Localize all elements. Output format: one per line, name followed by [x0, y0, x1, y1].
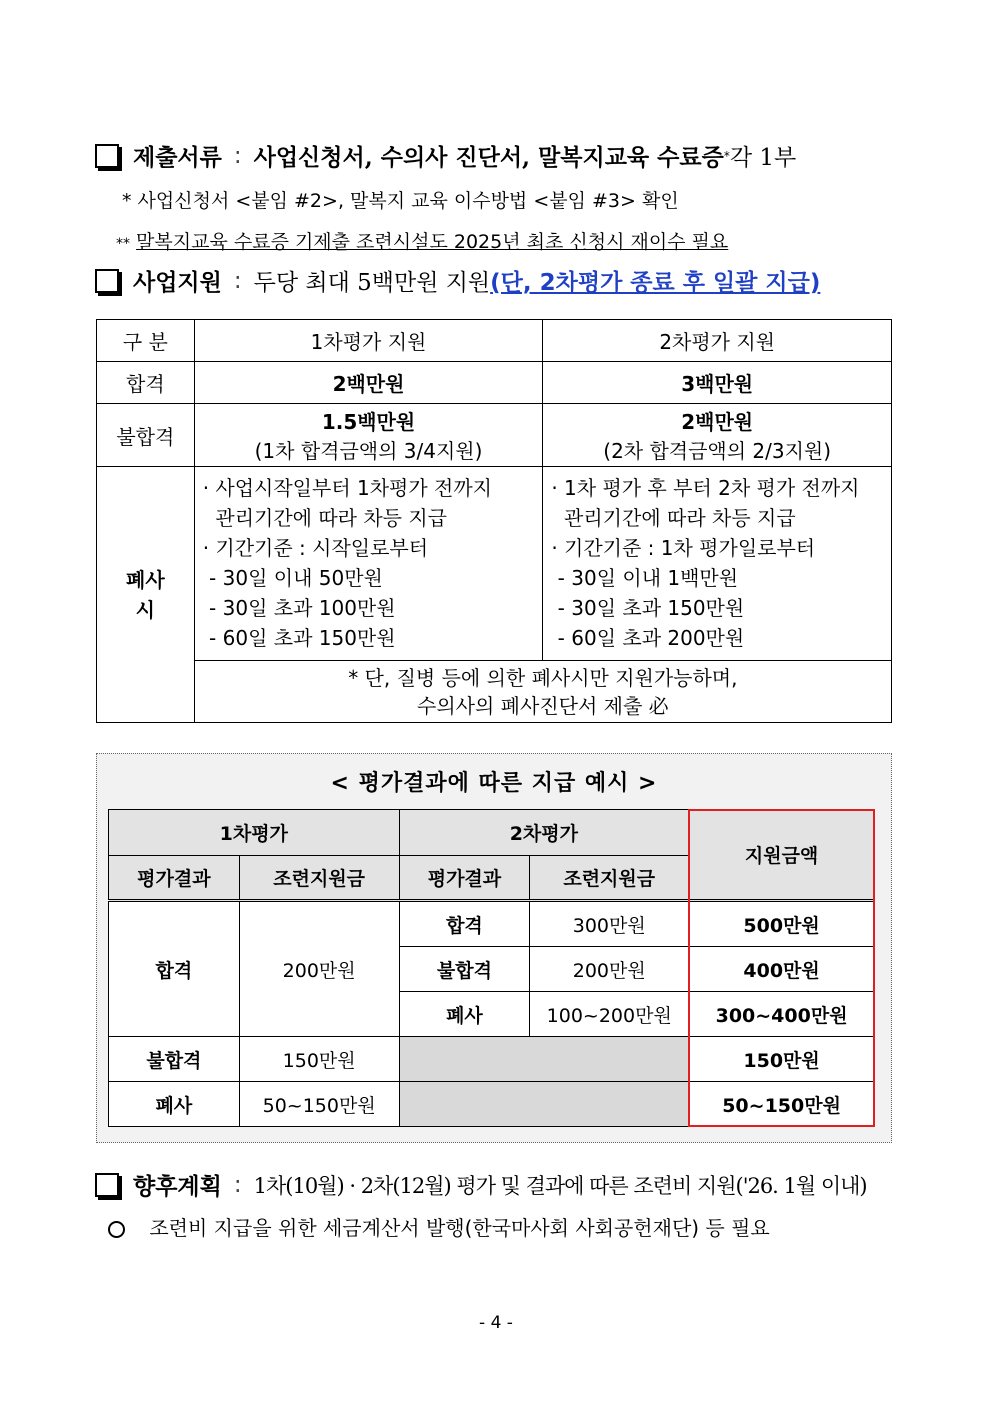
retire-second-cell: [543, 467, 892, 661]
row-label-retire: 폐사 시: [97, 467, 195, 723]
example-title: < 평가결과에 따른 지급 예시 >: [330, 771, 658, 796]
empty-grey-cell: [399, 1082, 689, 1127]
header-fee: 조련지원금: [239, 856, 399, 901]
retire-note-2: 수의사의 폐사진단서 제출 必: [417, 693, 669, 718]
table-row: [109, 901, 875, 947]
retire-first-cell: [194, 467, 543, 661]
plan-bullet-text: 조련비 지급을 위한 세금계산서 발행(한국마사회 사회공헌재단) 등 필요: [149, 1216, 770, 1240]
checkbox-square-icon: [95, 269, 119, 293]
table-row: [109, 1082, 875, 1127]
support-text: 두당 최대 5백만원 지원: [253, 270, 491, 296]
list-item: - 60일 초과 200만원: [551, 626, 745, 650]
cell-value: [194, 404, 543, 467]
payment-example-table: [108, 809, 875, 1127]
empty-grey-cell: [399, 1037, 689, 1082]
second-result: 폐사: [399, 992, 530, 1037]
documents-note-1: * 사업신청서 <붙임 #2>, 말복지 교육 이수방법 <붙임 #3> 확인: [122, 190, 679, 212]
header-category: 구 분: [97, 320, 195, 362]
list-item: - 30일 초과 100만원: [202, 596, 396, 620]
list-item: · 사업시작일부터 1차평가 전까지: [202, 476, 493, 500]
section-support: [95, 264, 820, 297]
section-plan: [95, 1168, 867, 1201]
second-fee: 300만원: [530, 901, 689, 947]
first-result-fail: 불합격: [109, 1037, 240, 1082]
checkbox-square-icon: [95, 144, 119, 168]
plan-bullet: [108, 1212, 770, 1241]
list-item: 관리기간에 따라 차등 지급: [202, 506, 447, 530]
cell-amount: 2백만원: [681, 410, 754, 434]
list-item: · 1차 평가 후 부터 2차 평가 전까지: [551, 476, 860, 500]
page-number: - 4 -: [479, 1313, 513, 1333]
row-label-pass: 합격: [97, 362, 195, 404]
section-title: 향후계획: [133, 1173, 222, 1200]
footnote-star: *: [723, 148, 730, 163]
documents-note-2-text: 말복지교육 수료증 기제출 조련시설도 2025년 최초 신청시 재이수 필요: [136, 231, 729, 253]
table-row: [97, 362, 892, 404]
header-first-eval: 1차평가: [109, 810, 400, 856]
second-result: 불합격: [399, 947, 530, 992]
cell-value: [543, 404, 892, 467]
support-amount: 400만원: [689, 947, 875, 992]
retire-note-1: * 단, 질병 등에 의한 폐사시만 지원가능하며,: [348, 665, 738, 690]
header-first: 1차평가 지원: [194, 320, 543, 362]
second-result: 합격: [399, 901, 530, 947]
documents-note-2: [116, 227, 728, 254]
row-label-fail: 불합격: [97, 404, 195, 467]
first-fee-fail: 150만원: [239, 1037, 399, 1082]
header-fee: 조련지원금: [530, 856, 689, 901]
colon: :: [233, 267, 242, 294]
list-item: - 60일 초과 150만원: [202, 626, 396, 650]
second-fee: 200만원: [530, 947, 689, 992]
plan-text: 1차(10월) · 2차(12월) 평가 및 결과에 따른 조련비 지원('26. 1월 이내): [253, 1173, 867, 1198]
header-second: 2차평가 지원: [543, 320, 892, 362]
list-item: - 30일 이내 50만원: [202, 566, 383, 590]
support-table: [96, 319, 892, 723]
list-item: · 기간기준 : 1차 평가일로부터: [551, 536, 816, 560]
support-amount: 50~150만원: [689, 1082, 875, 1127]
payment-example-box: [96, 753, 892, 1143]
cell-note: (2차 합격금액의 2/3지원): [603, 439, 832, 463]
documents-suffix: 각 1부: [729, 145, 797, 171]
header-amount: 지원금액: [689, 810, 875, 901]
header-result: 평가결과: [399, 856, 530, 901]
support-highlight: (단, 2차평가 종료 후 일괄 지급): [490, 270, 821, 296]
colon: :: [233, 142, 242, 169]
checkbox-square-icon: [95, 1173, 119, 1197]
list-item: - 30일 초과 150만원: [551, 596, 745, 620]
table-row: [109, 810, 875, 856]
support-amount: 500만원: [689, 901, 875, 947]
cell-note: (1차 합격금액의 3/4지원): [254, 439, 483, 463]
retire-note-cell: [194, 661, 891, 723]
cell-value: 2백만원: [194, 362, 543, 404]
support-amount: 150만원: [689, 1037, 875, 1082]
section-title: 제출서류: [133, 144, 222, 171]
table-row: [109, 1037, 875, 1082]
first-result-pass: 합격: [109, 901, 240, 1037]
cell-amount: 1.5백만원: [321, 410, 416, 434]
table-row: [97, 404, 892, 467]
list-item: - 30일 이내 1백만원: [551, 566, 739, 590]
table-row: [97, 320, 892, 362]
colon: :: [233, 1171, 242, 1198]
cell-value: 3백만원: [543, 362, 892, 404]
documents-list: 사업신청서, 수의사 진단서, 말복지교육 수료증: [253, 144, 724, 171]
list-item: · 기간기준 : 시작일로부터: [202, 536, 429, 560]
second-fee: 100~200만원: [530, 992, 689, 1037]
section-documents: [95, 139, 796, 172]
header-result: 평가결과: [109, 856, 240, 901]
table-row: [97, 467, 892, 661]
first-fee-retire: 50~150만원: [239, 1082, 399, 1127]
list-item: 관리기간에 따라 차등 지급: [551, 506, 796, 530]
support-amount: 300~400만원: [689, 992, 875, 1037]
table-row: [97, 661, 892, 723]
header-second-eval: 2차평가: [399, 810, 689, 856]
section-title: 사업지원: [133, 269, 222, 296]
footnote-double-star: **: [116, 236, 130, 252]
circle-bullet-icon: [108, 1221, 125, 1238]
first-fee-pass: 200만원: [239, 901, 399, 1037]
first-result-retire: 폐사: [109, 1082, 240, 1127]
